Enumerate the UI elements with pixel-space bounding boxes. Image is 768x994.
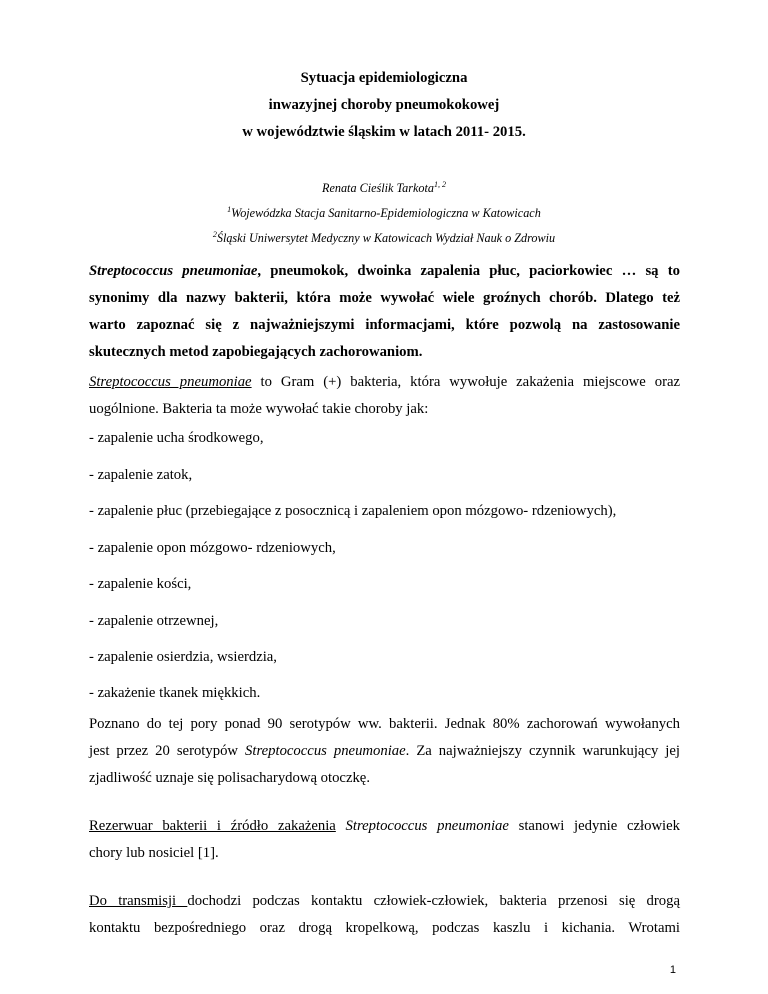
affiliation-1 (0, 205, 768, 221)
para2-line-2-pre: jest przez 20 serotypów (89, 743, 246, 759)
intro-paragraph (89, 258, 680, 366)
para3-line-1 (89, 813, 680, 840)
affiliation-2-text: Śląski Uniwersytet Medyczny w Katowicach Wydział Nauk o Zdrowiu (216, 231, 556, 245)
disease-item-2: - zapalenie zatok, (89, 467, 193, 483)
affiliation-1-text: Wojewódzka Stacja Sanitarno-Epidemiologiczna w Katowicach (231, 206, 541, 220)
para2-line-2-post: . Za najważniejszy czynnik warunkujący jej (405, 743, 680, 759)
para2-line-3: zjadliwość uznaje się polisacharydową otoczkę. (89, 770, 370, 786)
disease-item-3: - zapalenie płuc (przebiegające z posocznicą i zapaleniem opon mózgowo- rdzeniowych), (89, 503, 617, 519)
para3-species-name: Streptococcus pneumoniae (345, 818, 509, 834)
affiliation-2 (0, 230, 768, 246)
para1-term: Streptococcus pneumoniae (89, 374, 252, 390)
para3-line-2: chory lub nosiciel [1]. (89, 845, 219, 861)
intro-line-4: skutecznych metod zapobiegających zachorowaniom. (89, 344, 423, 360)
paragraph-4 (89, 888, 680, 942)
disease-item-4: - zapalenie opon mózgowo- rdzeniowych, (89, 540, 336, 556)
intro-line-3: warto zapoznać się z najważniejszymi informacjami, które pozwolą na zastosowanie (89, 317, 680, 333)
page-number: 1 (669, 964, 676, 976)
para1-line-1-rest: to Gram (+) bakteria, która wywołuje zakażenia miejscowe oraz (251, 374, 680, 390)
disease-item-5: - zapalenie kości, (89, 576, 192, 592)
para1-line-2: uogólnione. Bakteria ta może wywołać takie choroby jak: (89, 401, 429, 417)
author-name: Renata Cieślik Tarkota (322, 181, 434, 195)
para3-line-1-rest: stanowi jedynie człowiek (508, 818, 680, 834)
author-sup: 1, 2 (433, 180, 446, 189)
para4-underlined: Do transmisji (89, 893, 188, 909)
affiliation-1-num: 1 (227, 205, 232, 214)
para4-line-1-rest: dochodzi podczas kontaktu człowiek-człowiek, bakteria przenosi się drogą (187, 893, 680, 909)
disease-item-1: - zapalenie ucha środkowego, (89, 430, 264, 446)
author (0, 180, 768, 196)
paragraph-2 (89, 711, 680, 792)
disease-item-6: - zapalenie otrzewnej, (89, 613, 219, 629)
para2-species-name: Streptococcus pneumoniae (245, 743, 406, 759)
para3-underlined: Rezerwuar bakterii i źródło zakażenia (89, 818, 336, 834)
para4-line-2: kontaktu bezpośredniego oraz drogą kropelkową, podczas kaszlu i kichania. Wrotami (89, 920, 680, 936)
intro-species-name: Streptococcus pneumoniae (89, 263, 258, 279)
paragraph-1 (89, 369, 680, 423)
paragraph-3 (89, 813, 680, 867)
affiliation-2-num: 2 (212, 230, 217, 239)
para2-line-2 (89, 738, 680, 765)
title-line-2: inwazyjnej choroby pneumokokowej (268, 97, 500, 113)
para2-line-1: Poznano do tej pory ponad 90 serotypów ww. bakterii. Jednak 80% zachorowań wywołanych (89, 716, 680, 732)
disease-item-8: - zakażenie tkanek miękkich. (89, 685, 261, 701)
para4-line-1 (89, 888, 680, 915)
para1-line-1 (89, 369, 680, 396)
title-line-3: w województwie śląskim w latach 2011- 2015. (242, 124, 526, 140)
intro-line-1 (89, 258, 680, 285)
title-line-1: Sytuacja epidemiologiczna (300, 70, 468, 86)
intro-line-2: synonimy dla nazwy bakterii, która może wywołać wiele groźnych chorób. Dlatego też (89, 290, 680, 306)
intro-line-1-rest: , pneumokok, dwoinka zapalenia płuc, paciorkowiec … są to (257, 263, 680, 279)
disease-item-7: - zapalenie osierdzia, wsierdzia, (89, 649, 277, 665)
